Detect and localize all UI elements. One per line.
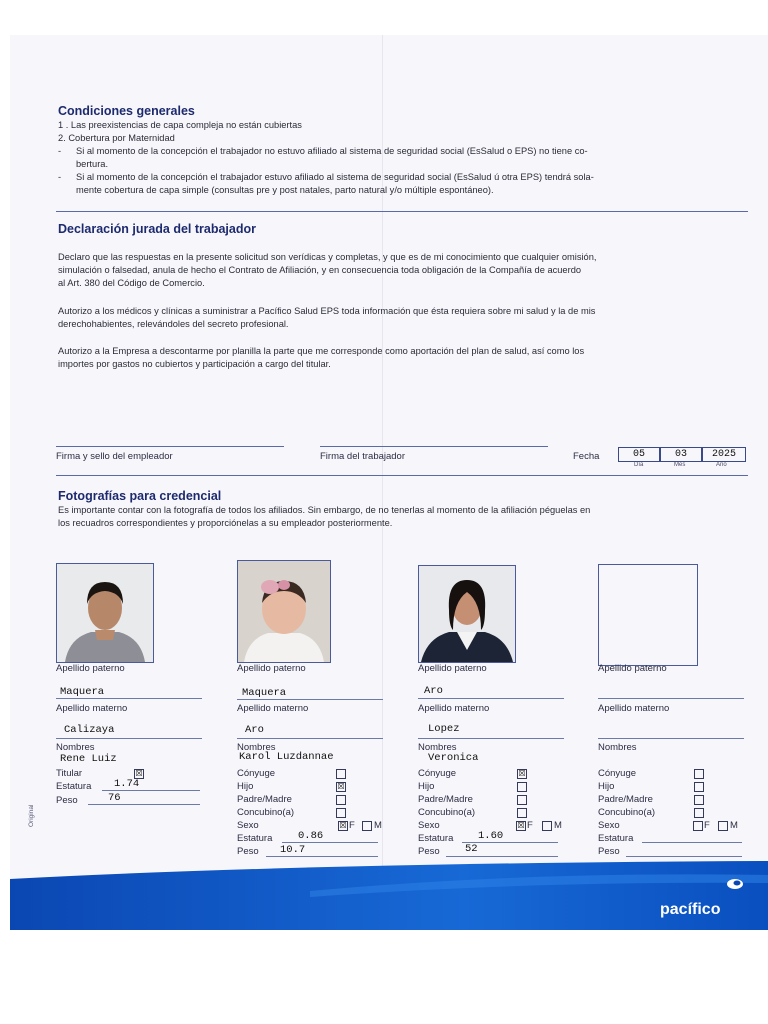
- label-titular: Titular: [56, 768, 83, 779]
- concubino-checkbox[interactable]: [694, 808, 704, 818]
- label-concubino: Concubino(a): [418, 807, 476, 818]
- worker-signature-line: [320, 446, 548, 447]
- hijo-checkbox[interactable]: [694, 782, 704, 792]
- label-apellido-paterno: Apellido paterno: [598, 663, 667, 674]
- field-underline: [56, 738, 202, 739]
- label-f: F: [349, 820, 355, 831]
- sexo-f-checkbox[interactable]: ☒: [517, 821, 525, 830]
- label-conyuge: Cónyuge: [237, 768, 276, 779]
- declaration-p1-line3: al Art. 380 del Código de Comercio.: [58, 278, 205, 288]
- fold-line: [382, 35, 383, 930]
- label-f: F: [527, 820, 533, 831]
- condition-bullet-2-line2: mente cobertura de capa simple (consultas pre y post natales, parto natural y/o múltiple espontáneo).: [76, 185, 494, 195]
- label-conyuge: Cónyuge: [418, 768, 457, 779]
- field-underline: [237, 738, 383, 739]
- label-nombres: Nombres: [598, 742, 637, 753]
- month-caption: Mes: [674, 462, 686, 468]
- declaration-p1-line1: Declaro que las respuestas en la presente solicitud son verídicas y completas, y que es de mi conocimiento que cualquier omisión,: [58, 252, 597, 262]
- label-peso: Peso: [598, 846, 620, 857]
- label-hijo: Hijo: [598, 781, 615, 792]
- photo-conyuge: [418, 565, 516, 663]
- value-nombres[interactable]: Veronica: [428, 752, 479, 764]
- field-underline: [56, 698, 202, 699]
- field-underline: [282, 842, 378, 843]
- photos-text-line1: Es importante contar con la fotografía de todos los afiliados. Sin embargo, de no tenerlas al momento de la afiliación péguelas en: [58, 505, 591, 515]
- label-estatura: Estatura: [598, 833, 634, 844]
- label-nombres: Nombres: [418, 742, 457, 753]
- label-apellido-materno: Apellido materno: [418, 703, 490, 714]
- original-side-label: Original: [28, 804, 35, 827]
- conyuge-checkbox[interactable]: [694, 769, 704, 779]
- brand-footer: [10, 861, 768, 930]
- value-nombres[interactable]: Karol Luzdannae: [239, 751, 334, 763]
- hijo-checkbox[interactable]: [517, 782, 527, 792]
- field-underline: [88, 804, 200, 805]
- declaration-p3-line1: Autorizo a la Empresa a descontarme por planilla la parte que me corresponde como aportación del plan de salud, así como los: [58, 346, 585, 356]
- concubino-checkbox[interactable]: [336, 808, 346, 818]
- label-apellido-paterno: Apellido paterno: [418, 663, 487, 674]
- label-sexo: Sexo: [418, 820, 440, 831]
- label-m: M: [730, 820, 738, 831]
- date-day[interactable]: 05: [618, 447, 660, 462]
- value-nombres[interactable]: Rene Luiz: [60, 753, 117, 765]
- declaration-p2-line2: derechohabientes, relevándoles del secreto profesional.: [58, 319, 289, 329]
- field-underline: [598, 698, 744, 699]
- photos-text-line2: los recuadros correspondientes y proporciónelas a su empleador posteriormente.: [58, 518, 393, 528]
- field-underline: [418, 698, 564, 699]
- conyuge-checkbox[interactable]: [336, 769, 346, 779]
- value-apellido-paterno[interactable]: Maquera: [242, 687, 287, 699]
- sexo-f-checkbox[interactable]: ☒: [339, 821, 347, 830]
- employer-signature-label: Firma y sello del empleador: [56, 451, 173, 462]
- value-peso[interactable]: 10.7: [280, 844, 306, 856]
- value-apellido-materno[interactable]: Aro: [245, 724, 264, 736]
- label-padre-madre: Padre/Madre: [598, 794, 653, 805]
- concubino-checkbox[interactable]: [517, 808, 527, 818]
- label-m: M: [554, 820, 562, 831]
- padre-madre-checkbox[interactable]: [336, 795, 346, 805]
- padre-madre-checkbox[interactable]: [694, 795, 704, 805]
- sexo-m-checkbox[interactable]: [718, 821, 728, 831]
- employer-signature-line: [56, 446, 284, 447]
- value-estatura[interactable]: 1.60: [478, 830, 504, 842]
- field-underline: [418, 738, 564, 739]
- label-hijo: Hijo: [237, 781, 254, 792]
- label-apellido-materno: Apellido materno: [237, 703, 309, 714]
- photo-hijo: [237, 560, 331, 663]
- titular-checkbox[interactable]: ☒: [135, 769, 143, 778]
- field-underline: [266, 856, 378, 857]
- label-estatura: Estatura: [418, 833, 454, 844]
- value-peso[interactable]: 52: [465, 843, 478, 855]
- field-underline: [446, 856, 558, 857]
- divider: [56, 475, 748, 476]
- label-padre-madre: Padre/Madre: [418, 794, 473, 805]
- value-apellido-paterno[interactable]: Aro: [424, 685, 443, 697]
- label-m: M: [374, 820, 382, 831]
- form-page: [10, 35, 768, 930]
- field-underline: [626, 856, 742, 857]
- label-nombres: Nombres: [56, 742, 95, 753]
- declaration-p3-line2: importes por gastos no cubiertos y participación a cargo del titular.: [58, 359, 331, 369]
- day-caption: Día: [634, 462, 644, 468]
- label-apellido-paterno: Apellido paterno: [56, 663, 125, 674]
- sexo-m-checkbox[interactable]: [542, 821, 552, 831]
- label-peso: Peso: [418, 846, 440, 857]
- label-apellido-materno: Apellido materno: [598, 703, 670, 714]
- label-apellido-materno: Apellido materno: [56, 703, 128, 714]
- value-apellido-materno[interactable]: Calizaya: [64, 724, 115, 736]
- label-f: F: [704, 820, 710, 831]
- label-concubino: Concubino(a): [598, 807, 656, 818]
- label-conyuge: Cónyuge: [598, 768, 637, 779]
- padre-madre-checkbox[interactable]: [517, 795, 527, 805]
- label-estatura: Estatura: [56, 781, 92, 792]
- label-peso: Peso: [237, 846, 259, 857]
- pacifico-logo-icon: [726, 877, 744, 889]
- bullet-dash-1: -: [58, 146, 62, 156]
- condition-bullet-2-line1: Si al momento de la concepción el trabajador estuvo afiliado al sistema de seguridad social (EsSalud ú otra EPS) tendrá sola-: [76, 172, 594, 182]
- hijo-checkbox[interactable]: ☒: [337, 782, 345, 791]
- label-estatura: Estatura: [237, 833, 273, 844]
- date-month[interactable]: 03: [660, 447, 702, 462]
- label-hijo: Hijo: [418, 781, 435, 792]
- date-year[interactable]: 2025: [702, 447, 746, 462]
- bullet-dash-2: -: [58, 172, 62, 182]
- field-underline: [102, 790, 200, 791]
- value-estatura[interactable]: 0.86: [298, 830, 324, 842]
- condition-item-1: 1 . Las preexistencias de capa compleja no están cubiertas: [58, 120, 302, 130]
- label-peso: Peso: [56, 795, 78, 806]
- condition-bullet-1-line1: Si al momento de la concepción el trabajador no estuvo afiliado al sistema de seguridad social (EsSalud o EPS) no tiene co-: [76, 146, 588, 156]
- label-nombres: Nombres: [237, 742, 276, 753]
- sexo-f-checkbox[interactable]: [693, 821, 703, 831]
- field-underline: [237, 699, 383, 700]
- declaration-title: Declaración jurada del trabajador: [58, 222, 256, 236]
- conyuge-checkbox[interactable]: ☒: [518, 769, 526, 778]
- sexo-m-checkbox[interactable]: [362, 821, 372, 831]
- value-estatura[interactable]: 1.74: [114, 778, 140, 790]
- conditions-title: Condiciones generales: [58, 104, 195, 118]
- value-peso[interactable]: 76: [108, 792, 121, 804]
- divider: [56, 211, 748, 212]
- photo-titular: [56, 563, 154, 663]
- field-underline: [642, 842, 742, 843]
- photo-empty: [598, 564, 698, 666]
- fecha-label: Fecha: [573, 451, 600, 462]
- label-sexo: Sexo: [237, 820, 259, 831]
- worker-signature-label: Firma del trabajador: [320, 451, 406, 462]
- field-underline: [598, 738, 744, 739]
- value-apellido-paterno[interactable]: Maquera: [60, 686, 105, 698]
- label-concubino: Concubino(a): [237, 807, 295, 818]
- declaration-p2-line1: Autorizo a los médicos y clínicas a suministrar a Pacífico Salud EPS toda información que ésta requiera sobre mi salud y la de mis: [58, 306, 596, 316]
- condition-bullet-1-line2: bertura.: [76, 159, 109, 169]
- value-apellido-materno[interactable]: Lopez: [428, 723, 460, 735]
- condition-item-2: 2. Cobertura por Maternidad: [58, 133, 175, 143]
- label-apellido-paterno: Apellido paterno: [237, 663, 306, 674]
- label-padre-madre: Padre/Madre: [237, 794, 292, 805]
- photos-title: Fotografías para credencial: [58, 489, 222, 503]
- year-caption: Año: [716, 462, 727, 468]
- label-sexo: Sexo: [598, 820, 620, 831]
- brand-logo-text: pacífico: [660, 901, 721, 918]
- declaration-p1-line2: simulación o falsedad, anula de hecho el Contrato de Afiliación, y en consecuencia toda obligación de la Compañía de acuerdo: [58, 265, 582, 275]
